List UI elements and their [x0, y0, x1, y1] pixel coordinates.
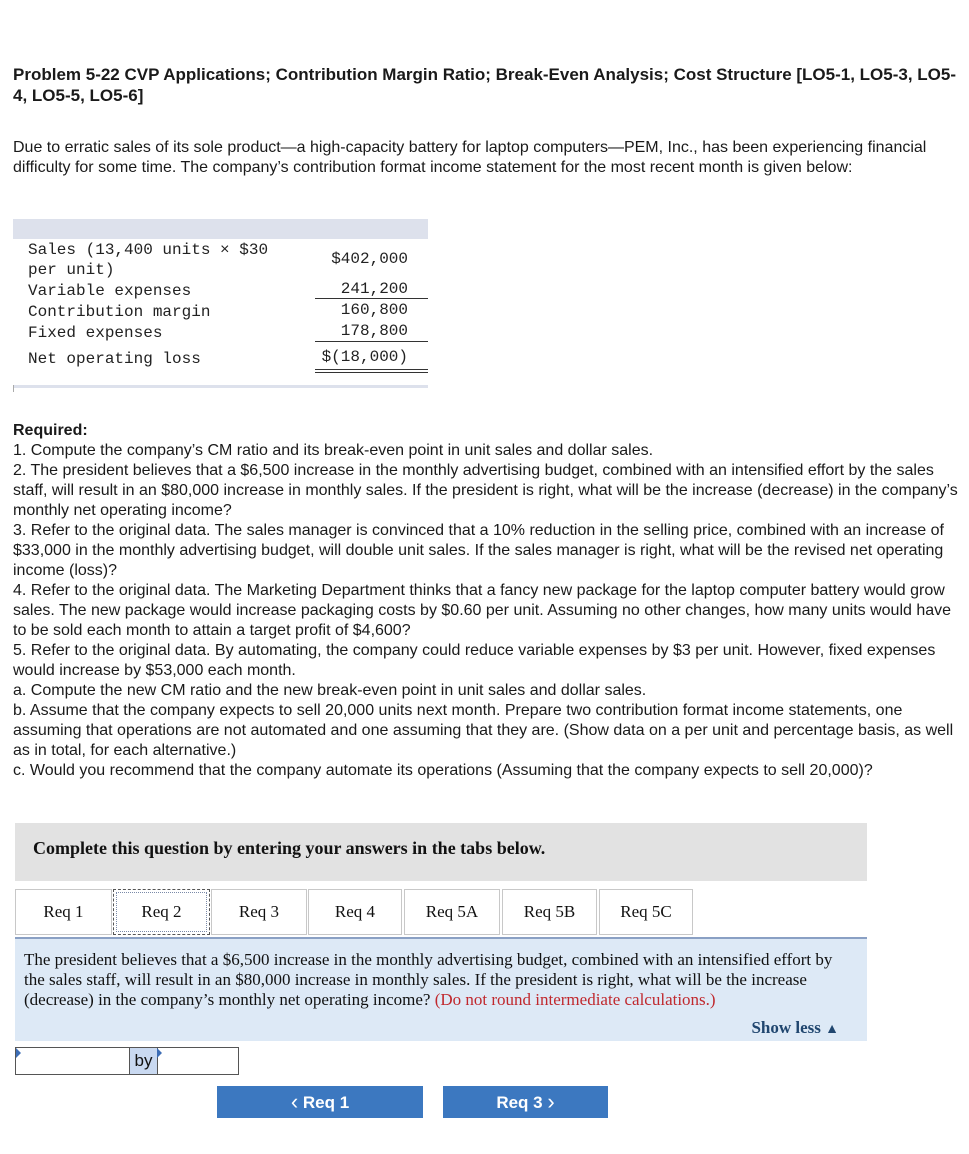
statement-row-cm-value: 160,800 [340, 301, 408, 319]
required-item: b. Assume that the company expects to sell 20,000 units next month. Prepare two contribution format income statements, one assuming that operations are not automated and one assuming that they are. (Show data on a per unit and percentage basis, as well as in total, for each alternative.) [13, 702, 954, 759]
statement-header-bar [13, 219, 428, 239]
next-req-button[interactable]: Req 3 › [443, 1086, 608, 1118]
input-flag-icon [157, 1048, 162, 1058]
tab-req-5b[interactable]: Req 5B [502, 889, 597, 935]
statement-row-net-value: $(18,000) [321, 348, 408, 366]
tab-req-3[interactable]: Req 3 [211, 889, 307, 935]
answer-panel-header [15, 823, 867, 881]
required-item: c. Would you recommend that the company automate its operations (Assuming that the company expects to sell 20,000)? [13, 762, 873, 779]
required-item: a. Compute the new CM ratio and the new break-even point in unit sales and dollar sales. [13, 682, 647, 699]
statement-row-variable-label: Variable expenses [28, 282, 192, 300]
statement-double-underline [315, 372, 428, 373]
statement-footer-bar [13, 385, 428, 388]
statement-row-fixed-label: Fixed expenses [28, 324, 163, 342]
statement-underline [315, 298, 428, 299]
statement-row-sales-label: Sales (13,400 units × $30 per unit) [28, 241, 269, 279]
prev-req-button[interactable]: ‹ Req 1 [217, 1086, 423, 1118]
statement-row-sales-value: $402,000 [331, 250, 408, 268]
by-label: by [129, 1048, 158, 1074]
required-item: 4. Refer to the original data. The Marketing Department thinks that a fancy new package for the laptop computer battery would grow sales. The new package would increase packaging costs by $0.60 per unit. Assuming no other changes, how many units would have to be sold each month to attain a target profit of $4,600? [13, 582, 952, 639]
required-item: 3. Refer to the original data. The sales manager is convinced that a 10% reduction in the selling price, combined with an increase of $33,000 in the monthly advertising budget, will double unit sales. If the sales manager is right, what will be the revised net operating income (loss)? [13, 522, 944, 579]
tab-req-5c[interactable]: Req 5C [599, 889, 693, 935]
tab-req-2[interactable]: Req 2 [113, 889, 210, 935]
statement-row-cm-label: Contribution margin [28, 303, 211, 321]
required-heading: Required: [13, 422, 88, 439]
statement-underline [315, 341, 428, 342]
show-less-toggle[interactable]: Show less ▲ [751, 1018, 839, 1037]
problem-intro: Due to erratic sales of its sole product—a high-capacity battery for laptop computers—PEM, Inc., has been experiencing financial difficulty for some time. The company’s contribution format income statement for the most recent month is given below: [13, 139, 927, 176]
statement-double-underline [315, 369, 428, 370]
answer-select[interactable] [17, 1049, 129, 1075]
required-item: 1. Compute the company’s CM ratio and its break-even point in unit sales and dollar sales. [13, 442, 654, 459]
question-note: (Do not round intermediate calculations.) [434, 990, 716, 1009]
triangle-up-icon: ▲ [825, 1022, 839, 1037]
statement-row-net-label: Net operating loss [28, 350, 201, 368]
required-item: 5. Refer to the original data. By automating, the company could reduce variable expenses by $3 per unit. However, fixed expenses would increase by $53,000 each month. [13, 642, 936, 679]
panel-heading: Complete this question by entering your answers in the tabs below. [33, 838, 546, 858]
chevron-left-icon: ‹ [290, 1089, 299, 1114]
tab-req-4[interactable]: Req 4 [308, 889, 402, 935]
question-box [15, 939, 867, 1041]
tab-req-5a[interactable]: Req 5A [404, 889, 500, 935]
statement-row-fixed-value: 178,800 [340, 322, 408, 340]
question-text: The president believes that a $6,500 increase in the monthly advertising budget, combined with an intensified effort by the sales staff, will result in an $80,000 increase in monthly sales. If the president is right, what will be the increase (decrease) in the company’s monthly net operating income? (Do not round intermediate calculations.) [24, 950, 833, 1009]
required-item: 2. The president believes that a $6,500 increase in the monthly advertising budget, combined with an intensified effort by the sales staff, will result in an $80,000 increase in monthly sales. If the president is right, what will be the increase (decrease) in the company’s monthly net operating income? [13, 462, 958, 519]
chevron-right-icon: › [547, 1089, 555, 1114]
income-statement [13, 219, 428, 392]
problem-title: Problem 5-22 CVP Applications; Contribution Margin Ratio; Break-Even Analysis; Cost Structure [LO5-1, LO5-3, LO5-4, LO5-5, LO5-6] [13, 65, 957, 105]
answer-amount-input[interactable] [163, 1049, 239, 1075]
statement-row-variable-value: 241,200 [340, 280, 408, 298]
answer-input-row [15, 1047, 239, 1075]
tab-req-1[interactable]: Req 1 [15, 889, 112, 935]
statement-footer-edge [13, 385, 14, 392]
required-section [13, 421, 958, 781]
